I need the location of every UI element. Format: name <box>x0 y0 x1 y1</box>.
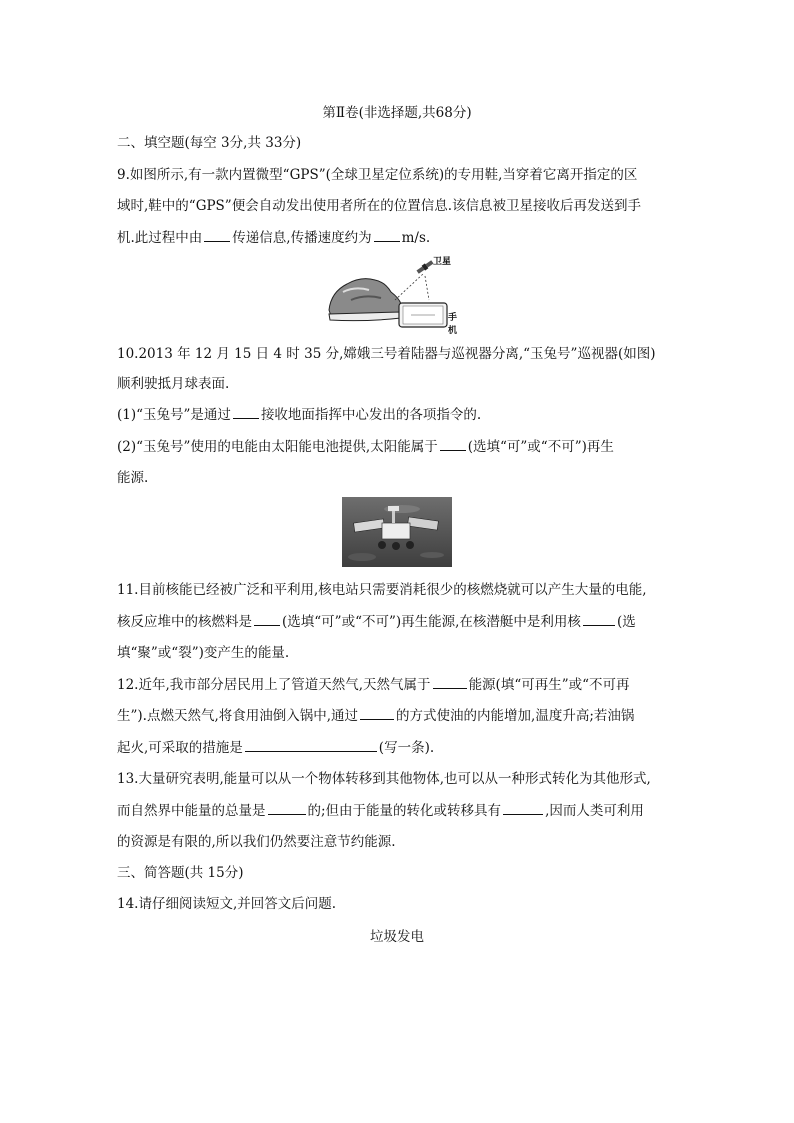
lunar-rover-icon <box>342 497 452 567</box>
q11-text-c: (选 <box>616 614 636 630</box>
q9-text-a: 机.此过程中由 <box>117 230 203 246</box>
q10-sub1 <box>117 406 481 424</box>
q11-line1: 11.目前核能已经被广泛和平利用,核电站只需要消耗很少的核燃烧就可以产生大量的电能, <box>117 582 647 598</box>
q12-text-c: 生”).点燃天然气,将食用油倒入锅中,通过 <box>117 708 359 724</box>
q12-line2 <box>117 707 634 725</box>
q13-line3: 的资源是有限的,所以我们仍然要注意节约能源. <box>117 834 396 850</box>
q10-sub2-text-b: (选填“可”或“不可”)再生 <box>467 439 614 455</box>
shoe-gps-figure <box>325 252 465 336</box>
q14-line1: 14.请仔细阅读短文,并回答文后问题. <box>117 896 337 912</box>
q12-text-e: 起火,可采取的措施是 <box>117 740 243 756</box>
q12-text-a: 12.近年,我市部分居民用上了管道天然气,天然气属于 <box>117 677 431 693</box>
q10-line1: 10.2013 年 12 月 15 日 4 时 35 分,嫦娥三号着陆器与巡视器分离,“玉兔号”巡视器(如图) <box>117 346 656 362</box>
label-satellite: 卫星 <box>433 257 452 267</box>
q12-text-d: 的方式使油的内能增加,温度升高;若油锅 <box>396 708 635 724</box>
q11-blank-1[interactable] <box>254 613 280 626</box>
q11-line3: 填“聚”或“裂”)变产生的能量. <box>117 645 290 661</box>
q13-line2 <box>117 802 644 820</box>
q11-line2 <box>117 613 636 631</box>
q13-text-a: 而自然界中能量的总量是 <box>117 803 266 819</box>
q10-sub2-cont: 能源. <box>117 470 149 486</box>
q10-sub2 <box>117 438 614 456</box>
q12-blank-1[interactable] <box>433 676 467 689</box>
q11-text-b: (选填“可”或“不可”)再生能源,在核潜艇中是利用核 <box>282 614 581 630</box>
q9-text-b: 传递信息,传播速度约为 <box>232 230 372 246</box>
q10-line2: 顺利驶抵月球表面. <box>117 376 230 392</box>
q13-text-b: 的;但由于能量的转化或转移具有 <box>307 803 502 819</box>
article-title: 垃圾发电 <box>370 929 424 945</box>
q12-line3 <box>117 739 434 757</box>
q13-text-c: ,因而人类可利用 <box>545 803 644 819</box>
yutu-rover-photo <box>342 497 452 567</box>
q10-sub1-text-b: 接收地面指挥中心发出的各项指令的. <box>260 407 482 423</box>
q10-blank-2[interactable] <box>440 438 466 451</box>
q12-blank-2[interactable] <box>360 707 394 720</box>
q12-blank-3[interactable] <box>245 739 377 752</box>
q9-text-c: m/s. <box>401 230 431 246</box>
section-title: 第Ⅱ卷(非选择题,共68分) <box>322 105 472 121</box>
label-phone: 手机 <box>448 313 458 336</box>
q10-sub1-text-a: (1)“玉兔号”是通过 <box>117 407 231 423</box>
q13-line1: 13.大量研究表明,能量可以从一个物体转移到其他物体,也可以从一种形式转化为其他形式, <box>117 771 651 787</box>
part2-heading: 二、填空题(每空 3分,共 33分) <box>117 135 302 151</box>
q10-sub2-text-a: (2)“玉兔号”使用的电能由太阳能电池提供,太阳能属于 <box>117 439 438 455</box>
q9-line3 <box>117 229 430 247</box>
q12-text-b: 能源(填“可再生”或“不可再 <box>468 677 630 693</box>
q11-blank-2[interactable] <box>583 613 615 626</box>
q11-text-a: 核反应堆中的核燃料是 <box>117 614 252 630</box>
q9-line1: 9.如图所示,有一款内置微型“GPS”(全球卫星定位系统)的专用鞋,当穿着它离开指定的区 <box>117 167 638 183</box>
q9-line2: 域时,鞋中的“GPS”便会自动发出使用者所在的位置信息.该信息被卫星接收后再发送到手 <box>117 198 642 214</box>
q10-blank-1[interactable] <box>233 406 259 419</box>
q13-blank-1[interactable] <box>268 802 306 815</box>
q9-blank-2[interactable] <box>374 229 400 242</box>
q12-line1 <box>117 676 630 694</box>
part3-heading: 三、简答题(共 15分) <box>117 865 244 881</box>
q13-blank-2[interactable] <box>503 802 543 815</box>
q12-text-f: (写一条). <box>378 740 435 756</box>
q9-blank-1[interactable] <box>204 229 230 242</box>
